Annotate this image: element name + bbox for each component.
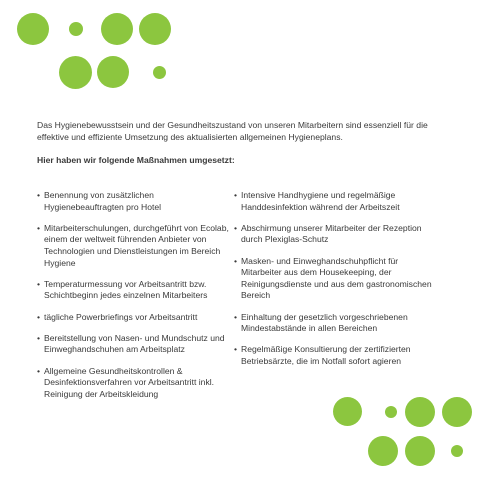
list-item: [234, 312, 434, 335]
list-item-text: Mitarbeiterschulungen, durchgeführt von Ecolab, einem der weltweit führenden Anbieter von Technologien und Dienstleistungen im Bereich Hygiene: [44, 222, 229, 268]
decorative-dot: [97, 56, 129, 88]
measures-list-left: [37, 190, 229, 410]
bullet: •: [37, 278, 41, 289]
list-item: [37, 366, 229, 401]
list-item-text: Bereitstellung von Nasen- und Mundschutz und Einweghandschuhen am Arbeitsplatz: [44, 332, 225, 355]
measures-list-right: [234, 190, 434, 377]
list-item-text: Regelmäßige Konsultierung der zertifizierten Betriebsärzte, die im Notfall sofort agieren: [241, 344, 411, 366]
list-item: [37, 279, 229, 302]
bullet: •: [37, 365, 41, 376]
decorative-dot: [368, 436, 398, 466]
bullet: •: [234, 255, 238, 266]
list-item-text: Einhaltung der gesetzlich vorgeschriebenen Mindestabstände in allen Bereichen: [241, 311, 408, 334]
measures-heading: Hier haben wir folgende Maßnahmen umgesetzt:: [37, 155, 235, 165]
list-item-text: Temperaturmessung vor Arbeitsantritt bzw. Schichtbeginn jedes einzelnen Mitarbeiters: [44, 278, 208, 301]
decorative-dot: [59, 56, 92, 89]
list-item-text: tägliche Powerbriefings vor Arbeitsantritt: [44, 311, 198, 322]
list-item: [37, 223, 229, 269]
list-item-text: Abschirmung unserer Mitarbeiter der Rezeption durch Plexiglas-Schutz: [241, 222, 422, 245]
bullet: •: [37, 311, 41, 322]
bullet: •: [37, 332, 41, 343]
list-item-text: Masken- und Einweghandschuhpflicht für Mitarbeiter aus dem Housekeeping, der Reinigungsdienste und aus dem gastronomischen Bereich: [241, 255, 432, 301]
decorative-dot: [139, 13, 171, 45]
list-item-text: Benennung von zusätzlichen Hygienebeauftragten pro Hotel: [44, 190, 162, 212]
decorative-dot: [69, 22, 83, 36]
list-item: [37, 190, 229, 213]
list-item: [234, 223, 434, 246]
bullet: •: [234, 190, 238, 200]
decorative-dot: [101, 13, 133, 45]
decorative-dot: [405, 397, 435, 427]
decorative-dot: [17, 13, 49, 45]
decorative-dot: [451, 445, 463, 457]
bullet: •: [37, 190, 41, 200]
decorative-dot: [333, 397, 362, 426]
intro-paragraph: Das Hygienebewusstsein und der Gesundheitszustand von unseren Mitarbeitern sind essenziell für die effektive und effiziente Umsetzung des aktualisierten allgemeinen Hygieneplans.: [37, 120, 428, 142]
list-item: [234, 190, 434, 213]
decorative-dot: [153, 66, 166, 79]
bullet: •: [37, 222, 41, 233]
list-item: [234, 256, 434, 302]
decorative-dot: [442, 397, 472, 427]
list-item: [234, 344, 434, 367]
list-item: [37, 312, 229, 324]
list-item-text: Allgemeine Gesundheitskontrollen & Desinfektionsverfahren vor Arbeitsantritt inkl. Reinigung der Arbeitskleidung: [44, 365, 215, 399]
bullet: •: [234, 222, 238, 233]
bullet: •: [234, 311, 238, 322]
decorative-dot: [405, 436, 435, 466]
list-item-text: Intensive Handhygiene und regelmäßige Handdesinfektion während der Arbeitszeit: [241, 190, 400, 212]
list-item: [37, 333, 229, 356]
decorative-dot: [385, 406, 397, 418]
bullet: •: [234, 344, 238, 355]
